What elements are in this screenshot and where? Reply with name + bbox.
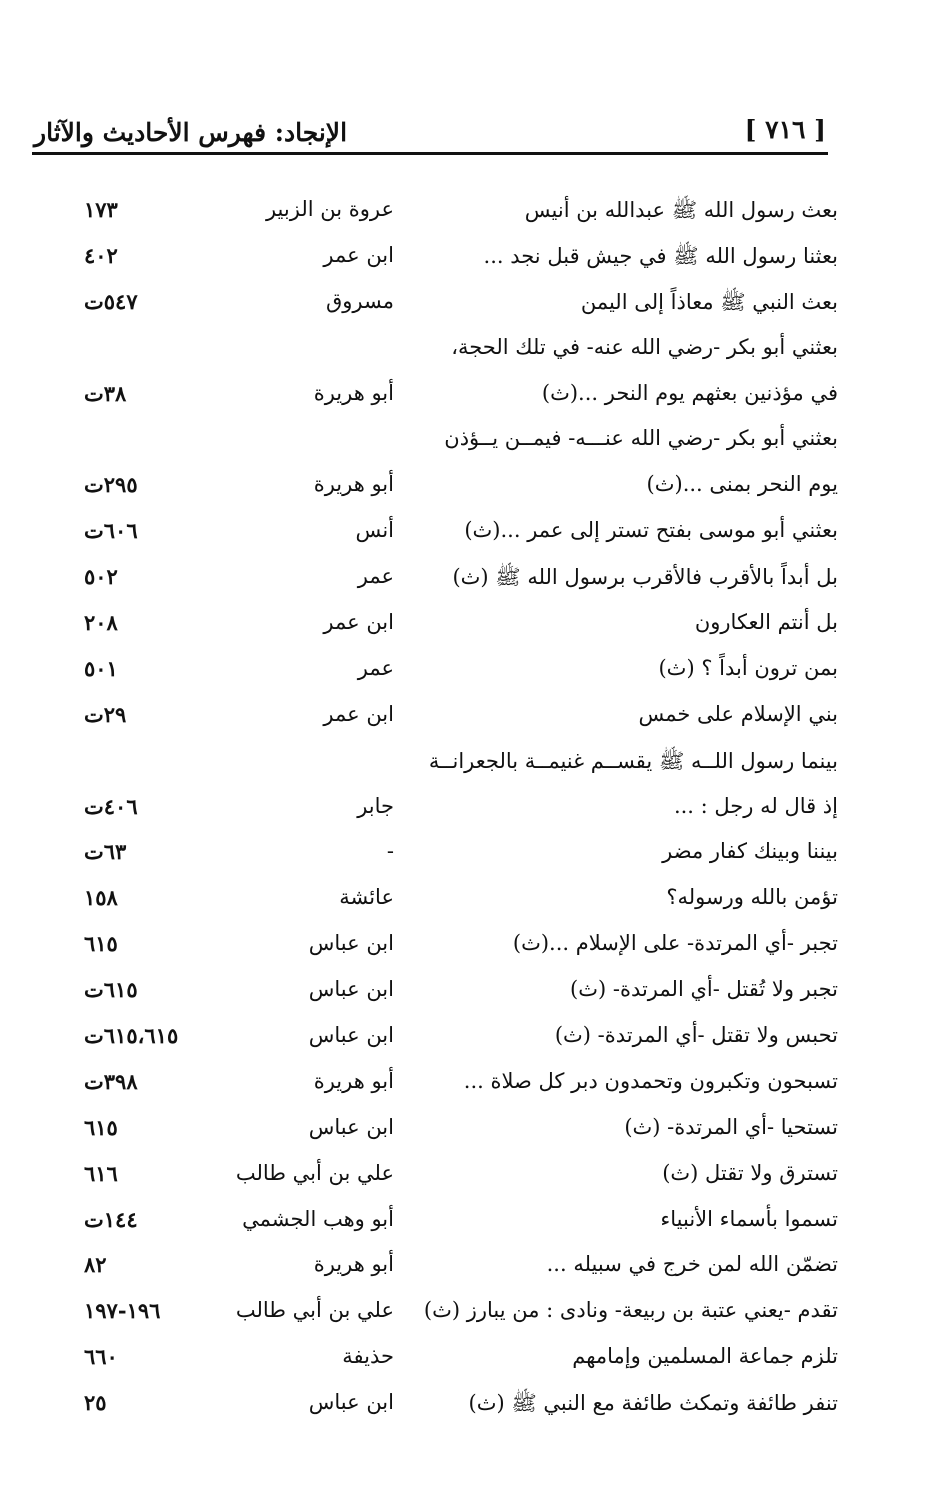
hadith-text: تستحيا -أي المرتدة- (ث) xyxy=(624,1114,838,1139)
index-row xyxy=(0,879,944,925)
hadith-text: بعثني أبو موسى بفتح تستر إلى عمر ...(ث) xyxy=(464,518,838,543)
index-row xyxy=(0,1201,944,1247)
index-row xyxy=(0,420,944,466)
page-reference: ٣٩٨ت xyxy=(84,1068,138,1094)
index-row xyxy=(0,696,944,742)
narrator-name: حذيفة xyxy=(342,1344,394,1369)
index-row xyxy=(0,558,944,604)
page-reference: ١٩٦-١٩٧ xyxy=(84,1298,161,1324)
hadith-text: تجبر ولا تُقتل -أي المرتدة- (ث) xyxy=(570,977,838,1002)
narrator-name: ابن عمر xyxy=(323,610,394,635)
hadith-text: بعثني أبو بكر -رضي الله عنه- في تلك الحجة، xyxy=(451,334,838,359)
page-reference: ١٤٤ت xyxy=(84,1206,138,1232)
narrator-name: عمر xyxy=(357,564,394,589)
narrator-name: أبو هريرة xyxy=(313,1252,394,1277)
narrator-name: علي بن أبي طالب xyxy=(235,1298,394,1323)
index-row xyxy=(0,1017,944,1063)
hadith-text: بل أنتم العكارون xyxy=(694,610,838,635)
index-row xyxy=(0,1063,944,1109)
page-reference: ٤٠٢ xyxy=(84,242,118,268)
page-number: [ ٧١٦ ] xyxy=(744,115,826,144)
narrator-name: ابن عباس xyxy=(308,1114,394,1139)
hadith-text: تضمّن الله لمن خرج في سبيله ... xyxy=(546,1252,838,1277)
index-entries xyxy=(0,191,944,1430)
hadith-text: بعثني أبو بكر -رضي الله عنـــه- فيمــن يــؤذن xyxy=(444,426,838,451)
narrator-name: أبو وهب الجشمي xyxy=(242,1206,394,1231)
page-reference: ٦٠٦ت xyxy=(84,518,138,544)
narrator-name: مسروق xyxy=(325,288,394,313)
page-reference: ١٧٣ xyxy=(84,197,118,222)
narrator-name: جابر xyxy=(357,793,394,818)
page-reference: ٥٠١ xyxy=(84,655,118,681)
index-row xyxy=(0,1246,944,1292)
hadith-text: تقدم -يعني عتبة بن ربيعة- ونادى : من يبارز (ث) xyxy=(423,1298,838,1323)
narrator-name: ابن عباس xyxy=(308,1023,394,1048)
running-title: الإنجاد: فهرس الأحاديث والآثار xyxy=(34,118,348,147)
narrator-name: ابن عمر xyxy=(323,242,394,267)
index-row xyxy=(0,833,944,879)
hadith-text: بيننا وبينك كفار مضر xyxy=(662,839,838,864)
index-row xyxy=(0,1384,944,1430)
narrator-name: عائشة xyxy=(339,885,394,910)
narrator-name: ابن عباس xyxy=(308,977,394,1002)
page-reference: ٨٢ xyxy=(84,1252,107,1278)
hadith-text: بعثنا رسول الله ﷺ في جيش قبل نجد ... xyxy=(483,243,838,268)
index-row xyxy=(0,925,944,971)
hadith-text: بينما رسول اللــه ﷺ يقســم غنيمــة بالجعرانــة xyxy=(428,748,838,773)
hadith-text: بعث النبي ﷺ معاذاً إلى اليمن xyxy=(580,289,838,314)
page-reference: ٦١٥ xyxy=(84,1114,118,1140)
hadith-text: تلزم جماعة المسلمين وإمامهم xyxy=(572,1344,838,1369)
hadith-text: تحبس ولا تقتل -أي المرتدة- (ث) xyxy=(554,1023,838,1048)
index-row xyxy=(0,512,944,558)
page-reference: ٥٤٧ت xyxy=(84,288,138,314)
narrator-name: عروة بن الزبير xyxy=(265,197,394,221)
hadith-text: بني الإسلام على خمس xyxy=(638,701,838,726)
narrator-name: - xyxy=(386,839,394,864)
header-divider xyxy=(32,152,828,155)
index-row xyxy=(0,971,944,1017)
narrator-name: أبو هريرة xyxy=(313,472,394,497)
index-row xyxy=(0,237,944,283)
page-reference: ٢٩ت xyxy=(84,701,127,727)
index-row xyxy=(0,466,944,512)
hadith-text: تؤمن بالله ورسوله؟ xyxy=(666,885,838,910)
narrator-name: ابن عباس xyxy=(308,931,394,956)
page-reference: ٤٠٦ت xyxy=(84,793,138,819)
page-reference: ١٥٨ xyxy=(84,885,118,911)
index-row xyxy=(0,1109,944,1155)
hadith-text: بمن ترون أبداً ؟ (ث) xyxy=(658,655,838,680)
hadith-text: تجبر -أي المرتدة- على الإسلام ...(ث) xyxy=(512,931,838,956)
page-reference: ٢٥ xyxy=(84,1390,107,1416)
index-row xyxy=(0,1338,944,1384)
page-header xyxy=(0,100,944,148)
hadith-text: بل أبداً بالأقرب فالأقرب برسول الله ﷺ (ث) xyxy=(452,565,838,590)
index-row xyxy=(0,191,944,237)
hadith-text: تنفر طائفة وتمكث طائفة مع النبي ﷺ (ث) xyxy=(468,1391,838,1416)
index-row xyxy=(0,283,944,329)
hadith-text: يوم النحر بمنى ...(ث) xyxy=(646,472,838,497)
hadith-text: تسموا بأسماء الأنبياء xyxy=(660,1206,838,1231)
hadith-text: بعث رسول الله ﷺ عبدالله بن أنيس xyxy=(524,198,838,222)
page-reference: ٦٦٠ xyxy=(84,1344,118,1370)
index-row xyxy=(0,1292,944,1338)
page-reference: ٥٠٢ xyxy=(84,564,118,590)
narrator-name: ابن عمر xyxy=(323,701,394,726)
narrator-name: علي بن أبي طالب xyxy=(235,1160,394,1185)
page-reference: ٢٩٥ت xyxy=(84,472,138,498)
hadith-text: تسترق ولا تقتل (ث) xyxy=(662,1160,838,1185)
page-reference: ٦١٦ xyxy=(84,1160,118,1186)
index-row xyxy=(0,742,944,788)
index-row xyxy=(0,788,944,834)
page-reference: ٦١٥ xyxy=(84,931,118,957)
page-reference: ٦٣ت xyxy=(84,839,127,865)
hadith-text: تسبحون وتكبرون وتحمدون دبر كل صلاة ... xyxy=(463,1068,838,1093)
hadith-text: في مؤذنين بعثهم يوم النحر ...(ث) xyxy=(541,380,838,405)
narrator-name: ابن عباس xyxy=(308,1390,394,1415)
narrator-name: أبو هريرة xyxy=(313,380,394,405)
index-row xyxy=(0,329,944,375)
index-row xyxy=(0,1155,944,1201)
index-row xyxy=(0,650,944,696)
page-reference: ٦١٥،٦١٥ت xyxy=(84,1023,179,1049)
page-reference: ٢٠٨ xyxy=(84,610,118,636)
page-reference: ٣٨ت xyxy=(84,380,127,406)
page-reference: ٦١٥ت xyxy=(84,977,138,1003)
index-row xyxy=(0,375,944,421)
narrator-name: أنس xyxy=(355,518,394,543)
narrator-name: أبو هريرة xyxy=(313,1068,394,1093)
narrator-name: عمر xyxy=(357,655,394,680)
index-row xyxy=(0,604,944,650)
hadith-text: إذ قال له رجل : ... xyxy=(673,793,838,818)
